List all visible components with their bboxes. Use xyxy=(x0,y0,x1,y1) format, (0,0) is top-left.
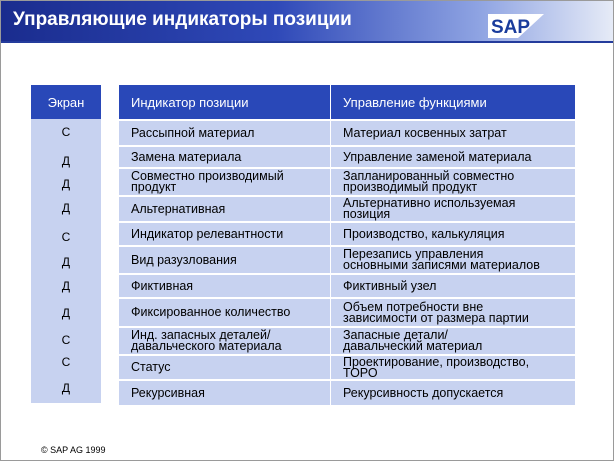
table-row xyxy=(119,275,575,297)
indicator-cell: Инд. запасных деталей/ давальческого материала xyxy=(131,328,282,353)
indicator-cell: Фиктивная xyxy=(131,278,194,293)
table-row xyxy=(119,147,575,167)
function-cell: Запасные детали/ давальческий материал xyxy=(343,328,483,353)
table-row xyxy=(119,169,575,195)
item-indicator-table xyxy=(119,85,575,405)
column-divider xyxy=(330,223,331,245)
title-underline xyxy=(1,41,613,43)
table-row xyxy=(119,197,575,221)
screen-value: С xyxy=(61,355,71,369)
screen-value: С xyxy=(61,333,71,347)
function-cell: Производство, калькуляция xyxy=(343,226,505,241)
screen-value: Д xyxy=(61,255,71,269)
screen-column-header: Экран xyxy=(31,85,101,119)
function-cell: Перезапись управления основными записями материалов xyxy=(343,247,540,272)
screen-column-body xyxy=(31,119,101,403)
indicator-cell: Рассыпной материал xyxy=(131,125,255,140)
column-divider xyxy=(330,147,331,167)
function-cell: Управление заменой материала xyxy=(343,149,532,164)
screen-value: Д xyxy=(61,306,71,320)
column-divider xyxy=(330,197,331,221)
sap-logo xyxy=(488,14,544,38)
svg-text:SAP: SAP xyxy=(491,17,531,38)
table-header-row xyxy=(119,85,575,119)
table-row xyxy=(119,121,575,145)
screen-value: Д xyxy=(61,279,71,293)
indicator-cell: Вид разузлования xyxy=(131,252,237,267)
table-row xyxy=(119,356,575,379)
page-title: Управляющие индикаторы позиции xyxy=(13,9,352,30)
indicator-cell: Совместно производимый продукт xyxy=(131,169,284,194)
table-row xyxy=(119,381,575,405)
function-cell: Альтернативно используемая позиция xyxy=(343,196,516,221)
column-divider xyxy=(330,299,331,326)
function-cell: Запланированный совместно производимый продукт xyxy=(343,169,515,194)
screen-value: Д xyxy=(61,177,71,191)
screen-value: Д xyxy=(61,201,71,215)
column-divider xyxy=(330,247,331,273)
column-divider xyxy=(330,121,331,145)
column-header-function: Управление функциями xyxy=(343,94,487,110)
function-cell: Рекурсивность допускается xyxy=(343,385,504,400)
column-divider xyxy=(330,356,331,379)
indicator-cell: Фиксированное количество xyxy=(131,305,291,319)
copyright-notice: © SAP AG 1999 xyxy=(41,445,106,455)
header-divider xyxy=(330,85,331,119)
table-row xyxy=(119,223,575,245)
column-divider xyxy=(330,328,331,354)
table-row xyxy=(119,299,575,326)
screen-value: С xyxy=(61,125,71,139)
screen-value: Д xyxy=(61,154,71,168)
indicator-cell: Статус xyxy=(131,360,171,374)
table-row xyxy=(119,328,575,354)
column-divider xyxy=(330,381,331,405)
column-divider xyxy=(330,169,331,195)
function-cell: Материал косвенных затрат xyxy=(343,125,507,140)
indicator-cell: Альтернативная xyxy=(131,201,226,216)
screen-column xyxy=(31,85,101,403)
indicator-cell: Индикатор релевантности xyxy=(131,226,284,241)
table-row xyxy=(119,247,575,273)
function-cell: Проектирование, производство, ТОРО xyxy=(343,354,530,380)
function-cell: Фиктивный узел xyxy=(343,278,437,293)
indicator-cell: Рекурсивная xyxy=(131,385,205,400)
column-divider xyxy=(330,275,331,297)
screen-value: С xyxy=(61,230,71,244)
screen-value: Д xyxy=(61,381,71,395)
indicator-cell: Замена материала xyxy=(131,149,242,164)
function-cell: Объем потребности вне зависимости от размера партии xyxy=(343,299,529,325)
column-header-indicator: Индикатор позиции xyxy=(131,94,249,110)
